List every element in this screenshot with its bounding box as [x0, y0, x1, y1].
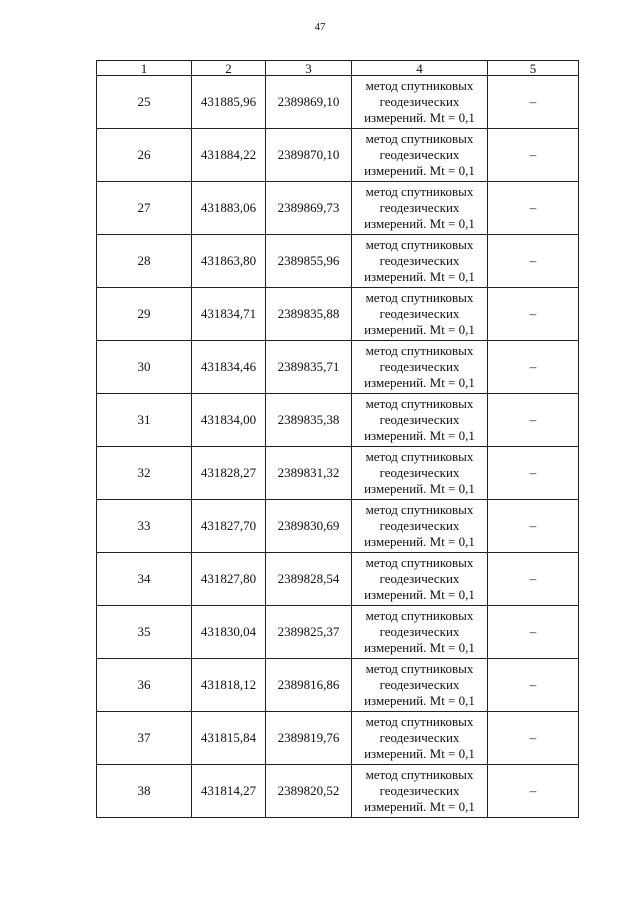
method-line: геодезических [379, 306, 460, 321]
x-coordinate: 431827,80 [192, 553, 266, 606]
method-cell [352, 182, 488, 235]
table-row [97, 500, 579, 553]
table-row [97, 182, 579, 235]
y-coordinate: 2389870,10 [266, 129, 352, 182]
method-line: геодезических [379, 677, 460, 692]
point-number: 26 [97, 129, 192, 182]
method-line: метод спутниковых [365, 290, 474, 305]
method-cell [352, 129, 488, 182]
method-line: метод спутниковых [365, 502, 474, 517]
method-line: метод спутниковых [365, 714, 474, 729]
x-coordinate: 431834,46 [192, 341, 266, 394]
table-row [97, 235, 579, 288]
point-number: 36 [97, 659, 192, 712]
method-cell [352, 606, 488, 659]
method-line: метод спутниковых [365, 396, 474, 411]
y-coordinate: 2389869,10 [266, 76, 352, 129]
point-number: 28 [97, 235, 192, 288]
note-cell: – [488, 553, 579, 606]
column-header: 4 [352, 61, 488, 76]
method-line: геодезических [379, 783, 460, 798]
method-line: измерений. Mt = 0,1 [364, 375, 475, 390]
method-line: метод спутниковых [365, 661, 474, 676]
point-number: 34 [97, 553, 192, 606]
point-number: 27 [97, 182, 192, 235]
x-coordinate: 431815,84 [192, 712, 266, 765]
point-number: 33 [97, 500, 192, 553]
point-number: 29 [97, 288, 192, 341]
method-line: геодезических [379, 359, 460, 374]
method-line: измерений. Mt = 0,1 [364, 269, 475, 284]
method-line: геодезических [379, 147, 460, 162]
x-coordinate: 431834,00 [192, 394, 266, 447]
table-body [97, 76, 579, 818]
table-row [97, 394, 579, 447]
x-coordinate: 431834,71 [192, 288, 266, 341]
table-header-row [97, 61, 579, 76]
x-coordinate: 431884,22 [192, 129, 266, 182]
y-coordinate: 2389816,86 [266, 659, 352, 712]
method-line: геодезических [379, 571, 460, 586]
method-cell [352, 288, 488, 341]
y-coordinate: 2389819,76 [266, 712, 352, 765]
method-line: измерений. Mt = 0,1 [364, 693, 475, 708]
method-cell [352, 341, 488, 394]
method-cell [352, 765, 488, 818]
y-coordinate: 2389828,54 [266, 553, 352, 606]
method-line: метод спутниковых [365, 131, 474, 146]
method-line: измерений. Mt = 0,1 [364, 587, 475, 602]
method-line: измерений. Mt = 0,1 [364, 481, 475, 496]
method-line: измерений. Mt = 0,1 [364, 163, 475, 178]
table-row [97, 341, 579, 394]
x-coordinate: 431883,06 [192, 182, 266, 235]
table-row [97, 288, 579, 341]
x-coordinate: 431818,12 [192, 659, 266, 712]
point-number: 37 [97, 712, 192, 765]
y-coordinate: 2389831,32 [266, 447, 352, 500]
note-cell: – [488, 182, 579, 235]
method-cell [352, 500, 488, 553]
method-line: измерений. Mt = 0,1 [364, 322, 475, 337]
method-line: геодезических [379, 253, 460, 268]
table-row [97, 447, 579, 500]
x-coordinate: 431863,80 [192, 235, 266, 288]
method-line: метод спутниковых [365, 237, 474, 252]
method-line: геодезических [379, 200, 460, 215]
method-line: измерений. Mt = 0,1 [364, 110, 475, 125]
note-cell: – [488, 394, 579, 447]
note-cell: – [488, 288, 579, 341]
method-cell [352, 394, 488, 447]
method-line: измерений. Mt = 0,1 [364, 534, 475, 549]
method-cell [352, 235, 488, 288]
table-row [97, 553, 579, 606]
method-line: метод спутниковых [365, 343, 474, 358]
note-cell: – [488, 659, 579, 712]
method-cell [352, 712, 488, 765]
coordinates-table [96, 60, 579, 818]
y-coordinate: 2389835,71 [266, 341, 352, 394]
method-line: измерений. Mt = 0,1 [364, 428, 475, 443]
point-number: 32 [97, 447, 192, 500]
point-number: 30 [97, 341, 192, 394]
x-coordinate: 431885,96 [192, 76, 266, 129]
method-line: метод спутниковых [365, 555, 474, 570]
x-coordinate: 431814,27 [192, 765, 266, 818]
page-number: 47 [314, 21, 326, 33]
x-coordinate: 431830,04 [192, 606, 266, 659]
y-coordinate: 2389830,69 [266, 500, 352, 553]
y-coordinate: 2389825,37 [266, 606, 352, 659]
method-line: метод спутниковых [365, 449, 474, 464]
method-line: геодезических [379, 465, 460, 480]
note-cell: – [488, 606, 579, 659]
method-line: метод спутниковых [365, 184, 474, 199]
method-cell [352, 659, 488, 712]
point-number: 25 [97, 76, 192, 129]
method-line: геодезических [379, 412, 460, 427]
point-number: 31 [97, 394, 192, 447]
method-line: метод спутниковых [365, 767, 474, 782]
column-header: 2 [192, 61, 266, 76]
method-line: измерений. Mt = 0,1 [364, 746, 475, 761]
y-coordinate: 2389869,73 [266, 182, 352, 235]
table-row [97, 765, 579, 818]
table-row [97, 76, 579, 129]
method-line: метод спутниковых [365, 608, 474, 623]
note-cell: – [488, 341, 579, 394]
method-line: геодезических [379, 730, 460, 745]
method-line: измерений. Mt = 0,1 [364, 799, 475, 814]
method-line: геодезических [379, 518, 460, 533]
note-cell: – [488, 765, 579, 818]
point-number: 35 [97, 606, 192, 659]
y-coordinate: 2389835,38 [266, 394, 352, 447]
method-cell [352, 76, 488, 129]
method-line: геодезических [379, 624, 460, 639]
x-coordinate: 431828,27 [192, 447, 266, 500]
table-row [97, 606, 579, 659]
column-header: 3 [266, 61, 352, 76]
x-coordinate: 431827,70 [192, 500, 266, 553]
y-coordinate: 2389820,52 [266, 765, 352, 818]
method-cell [352, 447, 488, 500]
column-header: 5 [488, 61, 579, 76]
method-line: измерений. Mt = 0,1 [364, 640, 475, 655]
method-line: метод спутниковых [365, 78, 474, 93]
column-header: 1 [97, 61, 192, 76]
table-row [97, 659, 579, 712]
table-row [97, 712, 579, 765]
point-number: 38 [97, 765, 192, 818]
table-row [97, 129, 579, 182]
note-cell: – [488, 129, 579, 182]
method-line: геодезических [379, 94, 460, 109]
note-cell: – [488, 76, 579, 129]
y-coordinate: 2389855,96 [266, 235, 352, 288]
method-line: измерений. Mt = 0,1 [364, 216, 475, 231]
y-coordinate: 2389835,88 [266, 288, 352, 341]
note-cell: – [488, 500, 579, 553]
method-cell [352, 553, 488, 606]
note-cell: – [488, 235, 579, 288]
note-cell: – [488, 712, 579, 765]
note-cell: – [488, 447, 579, 500]
